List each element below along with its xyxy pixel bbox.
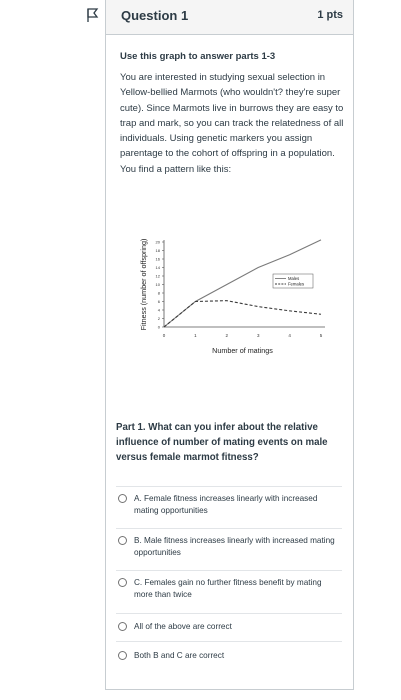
answer-option[interactable] [116,577,342,603]
answer-option-label: B. Male fitness increases linearly with increased mating opportunities [134,536,335,557]
x-tick-label: 1 [194,333,197,338]
answer-option-label: A. Female fitness increases linearly with increased mating opportunities [134,494,318,515]
question-title: Question 1 [121,8,189,23]
y-tick-label: 14 [155,265,160,271]
question-card [105,0,354,690]
question-header [106,0,353,35]
x-tick-label: 5 [319,333,323,338]
option-divider [116,613,342,614]
radio-button[interactable] [118,578,127,587]
fitness-chart [116,232,346,417]
y-tick-label: 8 [157,290,160,296]
option-divider [116,641,342,642]
x-tick-label: 3 [256,333,260,338]
answer-option[interactable] [116,535,342,561]
y-tick-label: 18 [155,248,160,254]
x-tick-label: 2 [225,333,229,338]
answer-option[interactable] [116,650,342,664]
radio-button[interactable] [118,622,127,631]
x-axis-label: Number of matings [212,346,273,355]
option-divider [116,528,342,529]
x-tick-label: 0 [162,333,166,338]
answer-option-label: All of the above are correct [134,622,232,631]
radio-button[interactable] [118,651,127,660]
y-tick-label: 2 [157,316,160,322]
intro-paragraph: You are interested in studying sexual selection in Yellow-bellied Marmots (who wouldn't? they're super cute). Since Marmots live in burrows they are easy to trap and mark, so you can track the relatedness of all individuals. Using genetic markers you assign parentage to the cohort of offspring in a population. You find a pattern like this: [120,72,344,175]
y-tick-label: 10 [155,282,160,288]
answer-option[interactable] [116,621,342,635]
y-axis-label: Fitness (number of offspring) [139,238,148,331]
answer-option[interactable] [116,493,342,519]
answer-option-label: C. Females gain no further fitness benefit by mating more than twice [134,578,322,599]
question-points: 1 pts [317,9,343,21]
y-tick-label: 0 [157,324,160,330]
y-tick-label: 6 [157,299,160,305]
radio-button[interactable] [118,536,127,545]
part-1-prompt: Part 1. What can you infer about the relative influence of number of mating events on male versus female marmot fitness? [116,422,328,463]
x-tick-label: 4 [288,333,291,338]
y-tick-label: 12 [155,273,160,279]
option-divider [116,570,342,571]
option-divider [116,486,342,487]
flag-icon[interactable] [87,8,99,22]
y-tick-label: 4 [157,307,160,313]
legend-label-males: Males [288,276,300,281]
intro-heading: Use this graph to answer parts 1-3 [120,51,276,62]
y-tick-label: 16 [155,256,160,262]
answer-option-label: Both B and C are correct [134,651,225,660]
radio-button[interactable] [118,494,127,503]
series-line-females [164,301,321,327]
y-tick-label: 20 [155,239,160,245]
legend-label-females: Females [288,281,305,287]
